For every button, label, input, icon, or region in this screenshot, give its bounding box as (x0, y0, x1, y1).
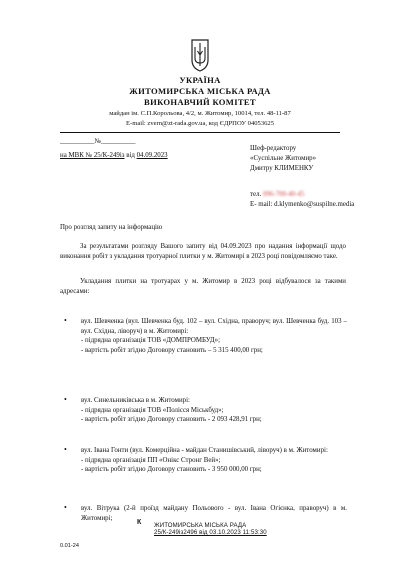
header-committee: ВИКОНАВЧИЙ КОМІТЕТ (144, 97, 256, 107)
reference-prefix: на МВК № (60, 152, 94, 159)
reference-line (60, 152, 168, 159)
header-country: УКРАЇНА (179, 75, 221, 85)
list-item (81, 317, 347, 356)
reference-date: 04.09.2023 (136, 152, 168, 159)
list-item (81, 396, 347, 425)
subject-line: Про розгляд запиту на інформацію (60, 224, 163, 231)
reference-mid: від (124, 152, 137, 159)
item-contractor: - підрядна організація ПП «Онікс Стронг Вей»; (81, 456, 221, 464)
item-cost: - вартість робіт згідно Договору становить – 5 315 400,00 грн; (81, 347, 263, 355)
list-item (81, 504, 347, 523)
recipient-phone-label: тел. (250, 191, 263, 198)
item-contractor: - підрядна організація ТОВ «ДОМПРОМБУД»; (81, 337, 220, 345)
recipient-email-label: E- mail: (250, 201, 275, 208)
item-address: вул. Синельниківська в м. Житомирі: (81, 397, 190, 404)
header-email: E-mail: zvern@zt-rada.gov.ua, код ЄДРПОУ 04053625 (125, 120, 275, 127)
paragraph-intro: За результатами розгляду Вашого запиту від 04.09.2023 про надання інформації щодо виконання робіт з укладання тротуарної плитки у м. Житомирі в 2023 році повідомляємо таке. (60, 243, 346, 260)
item-address: вул. Шевченка (вул. Шевченка буд. 102 – вул. Східна, праворуч; вул. Шевченка буд. 103 – вул. Східна, ліворуч) в м. Житомирі: (81, 318, 347, 335)
recipient-org: «Суспільне Житомир» (250, 155, 317, 162)
header-address: майдан ім. С.П.Корольова, 4/2, м. Житомир, 10014, тел. 48-11-87 (109, 110, 291, 117)
item-address: вул. Івана Гонти (вул. Комерційна - майдан Станишівський, ліворуч) в м. Житомирі: (81, 447, 328, 454)
item-cost: - вартість робіт згідно Договору становить - 3 950 000,00 грн; (81, 466, 262, 474)
recipient-phone-line (250, 191, 304, 198)
reference-number: 25/К-249із (93, 152, 125, 159)
recipient-email: d.klymenko@suspilne.media (274, 201, 355, 208)
recipient-name: Дмитру КЛИМЕНКУ (250, 165, 314, 172)
bullet-icon: • (64, 395, 67, 404)
registration-stamp (154, 522, 267, 536)
paragraph-addresses: Укладання плитки на тротуарах у м. Житомир в 2023 році відбувалося за такими адресами: (60, 278, 346, 295)
stamp-reg-number: 25/К-249із2496 від 03.10.2023 11:53:30 (154, 529, 267, 537)
footer-code: 0.01-24 (60, 543, 79, 549)
stamp-letter: К (137, 519, 142, 526)
outgoing-number-line: __________№__________ (60, 138, 136, 145)
stamp-org: ЖИТОМИРСЬКА МІСЬКА РАДА (154, 522, 247, 529)
item-cost: - вартість робіт згідно Договору становить - 2 093 428,91 грн; (81, 416, 262, 424)
recipient-title: Шеф-редактору (250, 145, 297, 152)
header-council: ЖИТОМИРСЬКА МІСЬКА РАДА (129, 86, 271, 96)
header-divider (60, 132, 340, 133)
recipient-email-line (250, 201, 354, 208)
bullet-icon: • (64, 316, 67, 325)
recipient-phone-redacted: 096-700-40-45 (262, 191, 305, 198)
bullet-icon: • (64, 503, 67, 512)
list-item (81, 446, 347, 475)
coat-of-arms-trident-icon (190, 38, 210, 72)
item-contractor: - підрядна організація ТОВ «Полісся Міськбуд»; (81, 406, 224, 414)
item-address: вул. Вітрука (2-й проїзд майдану Польового - вул. Івана Огієнка, праворуч) в м. Житомирі; (81, 505, 347, 522)
bullet-icon: • (64, 445, 67, 454)
